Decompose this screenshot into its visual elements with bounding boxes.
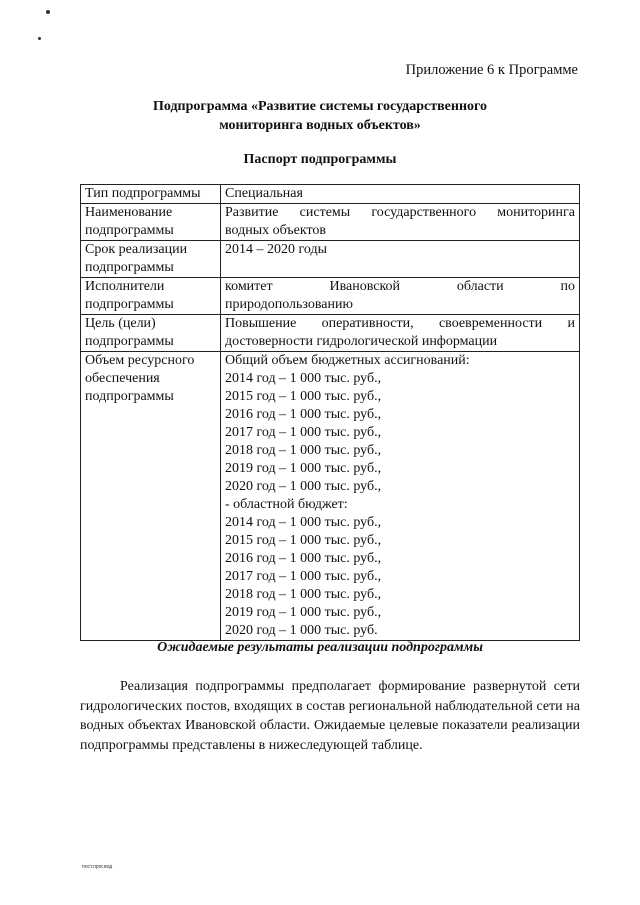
passport-value-line: 2014 год – 1 000 тыс. руб.,: [225, 515, 382, 530]
passport-value-line: 2016 год – 1 000 тыс. руб.,: [225, 407, 382, 422]
passport-row: [81, 352, 580, 641]
passport-row-value: [221, 315, 580, 352]
results-heading: Ожидаемые результаты реализации подпрограммы: [157, 640, 483, 655]
passport-value-line: 2018 год – 1 000 тыс. руб.,: [225, 443, 382, 458]
passport-value-line: природопользованию: [225, 297, 353, 312]
passport-row-label: Исполнители подпрограммы: [81, 278, 221, 315]
results-paragraph: [80, 677, 580, 755]
passport-row: [81, 315, 580, 352]
passport-row: [81, 241, 580, 278]
passport-value-line: 2020 год – 1 000 тыс. руб.,: [225, 479, 382, 494]
passport-value-line: Повышение оперативности, своевременности и: [225, 316, 575, 331]
passport-row-value: [221, 185, 580, 204]
passport-value-line: 2017 год – 1 000 тыс. руб.,: [225, 425, 382, 440]
title-line-1: Подпрограмма «Развитие системы государственного: [152, 99, 488, 114]
subprogram-title: [0, 97, 640, 135]
passport-row-label: Наименование подпрограммы: [81, 204, 221, 241]
footer-code: пост.прог.вод: [82, 864, 113, 870]
passport-value-line: достоверности гидрологической информации: [225, 334, 498, 349]
passport-row-value: [221, 352, 580, 641]
passport-value-line: 2014 – 2020 годы: [225, 242, 328, 257]
passport-row: [81, 278, 580, 315]
passport-value-line: 2015 год – 1 000 тыс. руб.,: [225, 533, 382, 548]
passport-value-line: 2016 год – 1 000 тыс. руб.,: [225, 551, 382, 566]
annex-label: Приложение 6 к Программе: [405, 62, 578, 78]
passport-row: [81, 204, 580, 241]
passport-value-line: 2014 год – 1 000 тыс. руб.,: [225, 371, 382, 386]
scan-speck: [46, 10, 50, 14]
passport-row-label: Срок реализации подпрограммы: [81, 241, 221, 278]
scan-speck: [38, 37, 41, 40]
passport-value-line: 2015 год – 1 000 тыс. руб.,: [225, 389, 382, 404]
passport-value-line: водных объектов: [225, 223, 327, 238]
passport-row-label: Объем ресурсного обеспечения подпрограммы: [81, 352, 221, 641]
passport-table: [80, 184, 580, 641]
passport-value-line: 2017 год – 1 000 тыс. руб.,: [225, 569, 382, 584]
passport-row-label: Цель (цели) подпрограммы: [81, 315, 221, 352]
passport-row-value: [221, 278, 580, 315]
passport-row-value: [221, 241, 580, 278]
passport-value-line: Развитие системы государственного мониторинга: [225, 205, 575, 220]
passport-row: [81, 185, 580, 204]
title-line-2: мониторинга водных объектов»: [219, 118, 421, 133]
passport-value-line: 2020 год – 1 000 тыс. руб.: [225, 623, 378, 638]
passport-value-line: 2019 год – 1 000 тыс. руб.,: [225, 605, 382, 620]
passport-value-line: комитет Ивановской области по: [225, 279, 575, 294]
results-paragraph-text: Реализация подпрограммы предполагает формирование развернутой сети гидрологических постов, входящих в состав региональной наблюдательной сети на водных объектах Ивановской области. Ожидаемые целевые показатели реализации подпрограммы представлены в нижеследующей таблице.: [80, 679, 580, 753]
passport-heading: Паспорт подпрограммы: [243, 152, 397, 167]
passport-value-line: 2019 год – 1 000 тыс. руб.,: [225, 461, 382, 476]
passport-value-line: 2018 год – 1 000 тыс. руб.,: [225, 587, 382, 602]
passport-row-value: [221, 204, 580, 241]
passport-value-line: Специальная: [225, 186, 303, 201]
passport-row-label: Тип подпрограммы: [81, 185, 221, 204]
passport-value-line: - областной бюджет:: [225, 497, 348, 512]
passport-value-line: Общий объем бюджетных ассигнований:: [225, 353, 470, 368]
